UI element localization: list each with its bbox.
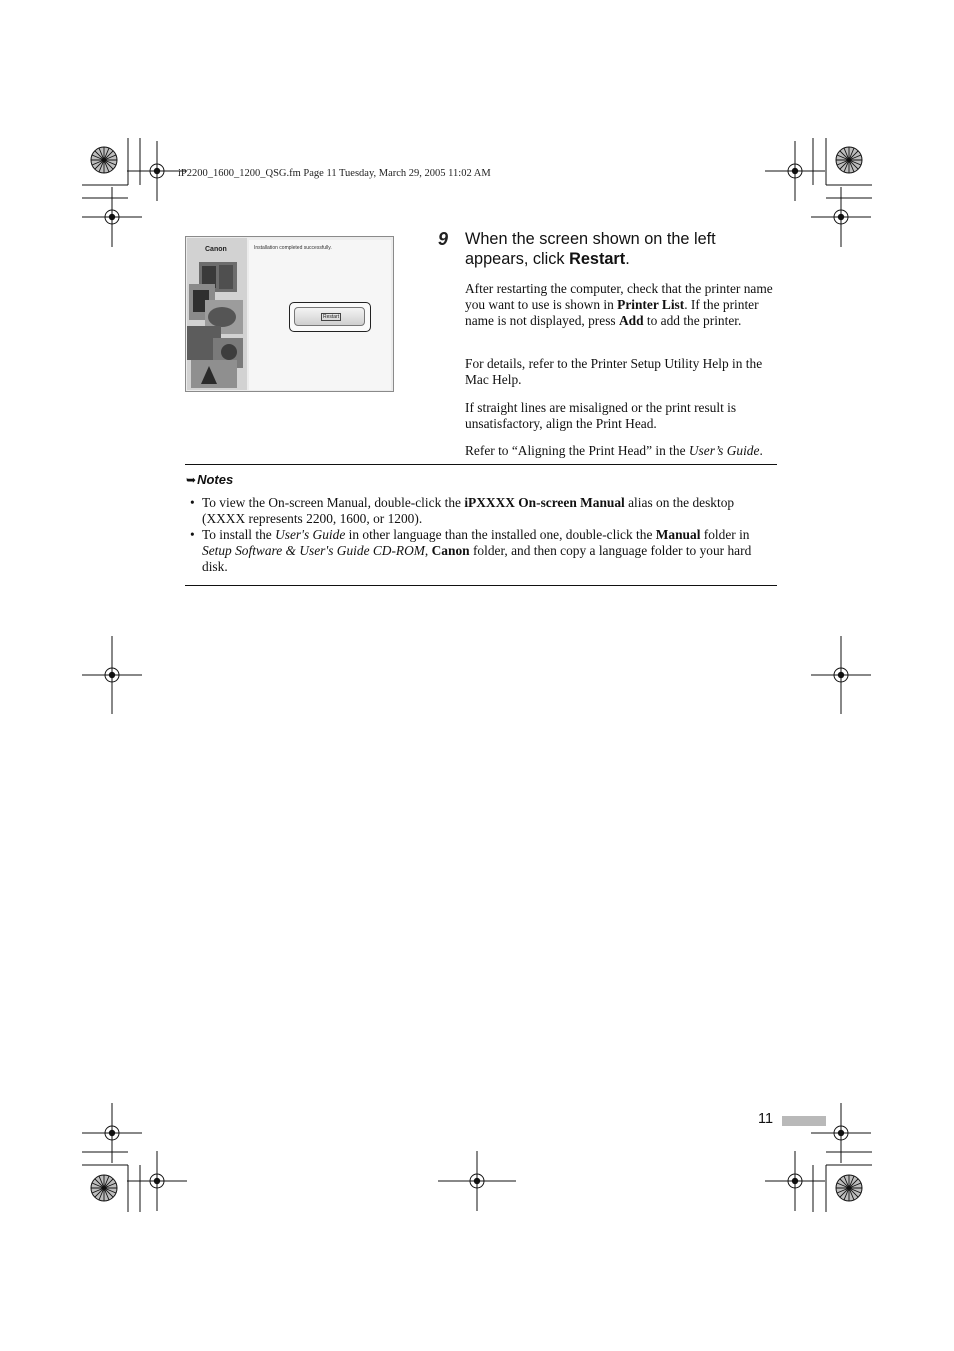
installer-sidebar [187, 238, 247, 390]
page-tab-bar [782, 1116, 826, 1126]
notes-bottom-rule [185, 585, 777, 586]
note-item: • To install the User's Guide in other language than the installed one, double-click the Manual folder in Setup Software & User's Guide CD-ROM, Canon folder, and then copy a language folder to your hard disk. [190, 527, 752, 574]
installation-message: Installation completed successfully. [254, 245, 332, 251]
color-bar-star-icon [91, 147, 117, 173]
restart-button[interactable] [294, 307, 365, 326]
file-header-info: iP2200_1600_1200_QSG.fm Page 11 Tuesday, March 29, 2005 11:02 AM [178, 168, 491, 179]
paragraph-alignment: If straight lines are misaligned or the print result is unsatisfactory, align the Print Head. [465, 400, 737, 431]
step-number: 9 [438, 229, 449, 249]
restart-emphasis: Restart [569, 250, 626, 268]
restart-button-highlight [289, 302, 371, 332]
photo-collage-image [187, 260, 247, 390]
registration-mark-icon [765, 141, 825, 201]
paragraph-restart-check: After restarting the computer, check that the printer name you want to use is shown in Printer List. If the printer name is not displayed, press Add to add the printer. [465, 281, 773, 328]
arrow-right-icon: ➥ [186, 473, 197, 487]
registration-mark-icon [811, 187, 871, 247]
installer-panel [249, 240, 391, 390]
paragraph-details: For details, refer to the Printer Setup Utility Help in the Mac Help. [465, 356, 763, 387]
notes-heading: ➥Notes [186, 472, 234, 487]
bullet-icon: • [190, 495, 195, 510]
notes-top-rule [185, 464, 777, 465]
registration-mark-icon [765, 1151, 825, 1211]
bullet-icon: • [190, 527, 195, 542]
registration-mark-icon [82, 187, 142, 247]
color-bar-star-icon [91, 1175, 117, 1201]
note-item: • To view the On-screen Manual, double-click the iPXXXX On-screen Manual alias on the desktop (XXXX represents 2200, 1600, or 1200). [190, 495, 735, 526]
registration-mark-icon [811, 1103, 871, 1163]
paragraph-refer-guide: Refer to “Aligning the Print Head” in the User’s Guide. [465, 443, 763, 458]
restart-button-label: Restart [323, 314, 340, 320]
color-bar-star-icon [836, 147, 862, 173]
step-title: When the screen shown on the left appears, click Restart. [465, 230, 716, 268]
canon-logo: Canon [205, 246, 227, 253]
registration-mark-icon [127, 1151, 187, 1211]
installer-screenshot [185, 236, 394, 392]
page-number: 11 [758, 1111, 774, 1127]
color-bar-star-icon [836, 1175, 862, 1201]
registration-mark-icon [82, 1103, 142, 1163]
